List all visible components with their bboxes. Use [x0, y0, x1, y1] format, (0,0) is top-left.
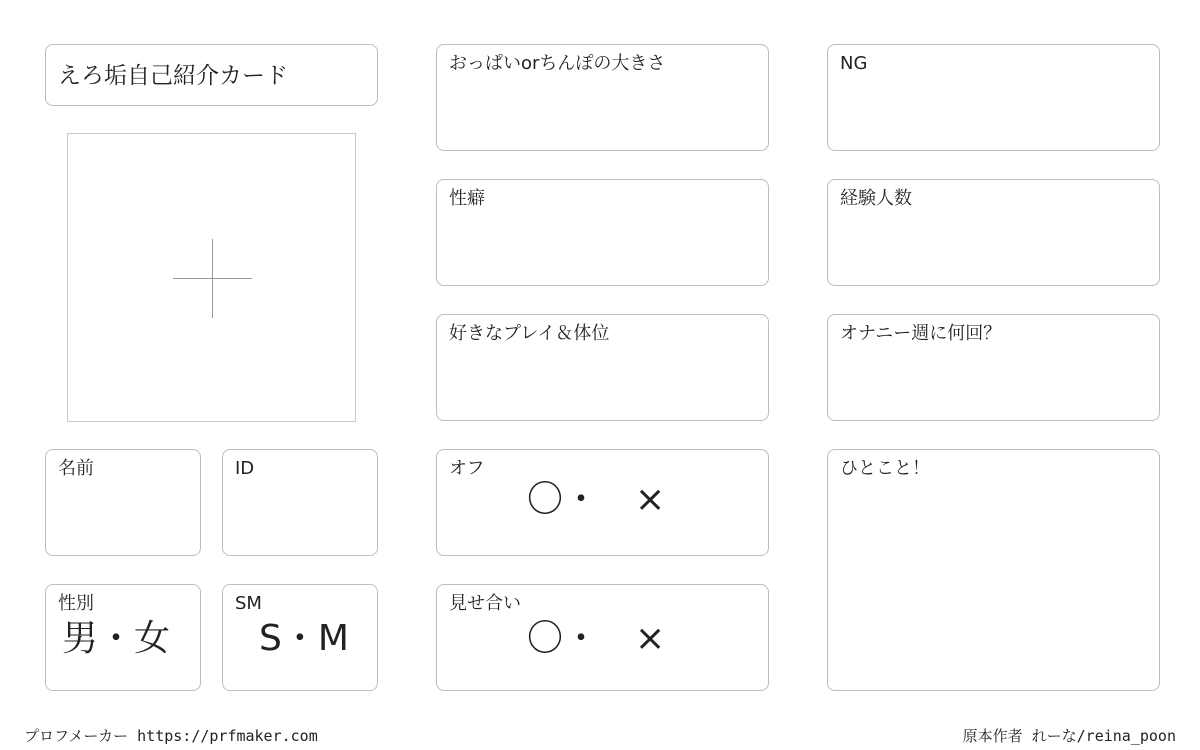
experience-field[interactable]	[827, 179, 1160, 286]
ng-field[interactable]	[827, 44, 1160, 151]
name-field[interactable]	[45, 449, 201, 556]
id-field[interactable]	[222, 449, 378, 556]
footer-left: プロフメーカー https://prfmaker.com	[24, 727, 318, 745]
sm-label: SM	[235, 593, 262, 614]
sm-field[interactable]	[222, 584, 378, 691]
name-label: 名前	[58, 458, 94, 479]
mutual-show-field[interactable]	[436, 584, 769, 691]
masturbation-field[interactable]	[827, 314, 1160, 421]
favorite-play-field[interactable]	[436, 314, 769, 421]
size-label: おっぱいorちんぽの大きさ	[449, 53, 666, 74]
gender-label: 性別	[58, 593, 94, 614]
off-label: オフ	[449, 458, 485, 479]
mutual-show-choice[interactable]: 〇・ ×	[527, 618, 666, 659]
ng-label: NG	[840, 53, 868, 74]
gender-choice[interactable]: 男・女	[62, 618, 171, 659]
title-box	[45, 44, 378, 106]
footer-right: 原本作者 れーな/reina_poon	[962, 727, 1176, 745]
photo-upload-area[interactable]	[67, 133, 356, 422]
sm-choice[interactable]: S・M	[259, 618, 349, 659]
fetish-label: 性癖	[449, 188, 485, 209]
fetish-field[interactable]	[436, 179, 769, 286]
masturbation-label: オナニー週に何回？	[840, 323, 1002, 344]
id-label: ID	[235, 458, 255, 479]
off-field[interactable]	[436, 449, 769, 556]
experience-label: 経験人数	[840, 188, 912, 209]
card-title: えろ垢自己紹介カード	[58, 63, 288, 89]
mutual-show-label: 見せ合い	[449, 593, 521, 614]
size-field[interactable]	[436, 44, 769, 151]
comment-label: ひとこと！	[840, 458, 930, 479]
favorite-play-label: 好きなプレイ＆体位	[449, 323, 610, 344]
off-choice[interactable]: 〇・ ×	[527, 479, 666, 520]
gender-field[interactable]	[45, 584, 201, 691]
comment-field[interactable]	[827, 449, 1160, 691]
